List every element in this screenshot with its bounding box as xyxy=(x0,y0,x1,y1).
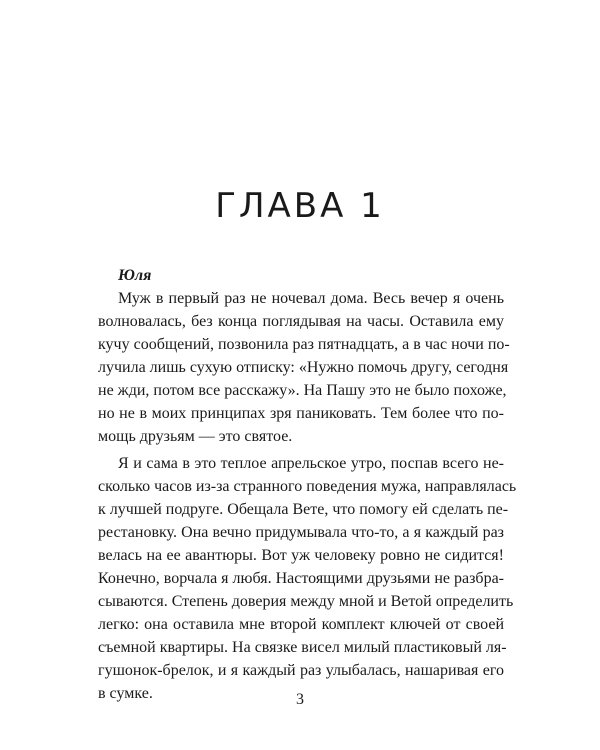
speaker-name: Юля xyxy=(118,267,152,284)
text-line: к лучшей подруге. Обещала Вете, что помогу ей сделать пе- xyxy=(98,501,509,518)
text-line: Конечно, ворчала я любя. Настоящими друзьями не разбра- xyxy=(98,570,504,587)
chapter-text xyxy=(98,264,517,705)
text-line: лучила лишь сухую отписку: «Нужно помочь другу, сегодня xyxy=(98,359,509,376)
text-line: Я и сама в это теплое апрельское утро, поспав всего не- xyxy=(118,455,504,472)
text-line: но не в моих принципах зря паниковать. Тем более что по- xyxy=(98,405,504,422)
paragraph xyxy=(98,452,517,705)
page-number: 3 xyxy=(296,691,304,708)
text-line: съемной квартиры. На связке висел милый пластиковый ля- xyxy=(98,639,507,656)
text-line: Муж в первый раз не ночевал дома. Весь вечер я очень xyxy=(118,290,504,307)
text-line: кучу сообщений, позвонила раз пятнадцать, а в час ночи по- xyxy=(98,336,510,353)
paragraph xyxy=(98,287,510,448)
text-line: легко: она оставила мне второй комплект ключей от своей xyxy=(98,616,504,633)
text-line: волновалась, без конца поглядывая на часы. Оставила ему xyxy=(98,313,504,330)
text-line: мощь друзьям — это святое. xyxy=(98,428,293,445)
text-line: сколько часов из-за странного поведения мужа, направлялась xyxy=(98,478,517,495)
chapter-title: ГЛАВА 1 xyxy=(215,186,385,226)
text-line: велась на ее авантюры. Вот уж человеку ровно не сидится! xyxy=(98,547,504,564)
text-line: сываются. Степень доверия между мной и Ветой определить xyxy=(98,593,514,610)
text-line: гушонок-брелок, и я каждый раз улыбалась, нашаривая его xyxy=(98,662,504,679)
text-line: не жди, потом все расскажу». На Пашу это не было похоже, xyxy=(98,382,507,399)
text-line: рестановку. Она вечно придумывала что-то, а я каждый раз xyxy=(98,524,504,541)
text-line: в сумке. xyxy=(98,685,153,702)
